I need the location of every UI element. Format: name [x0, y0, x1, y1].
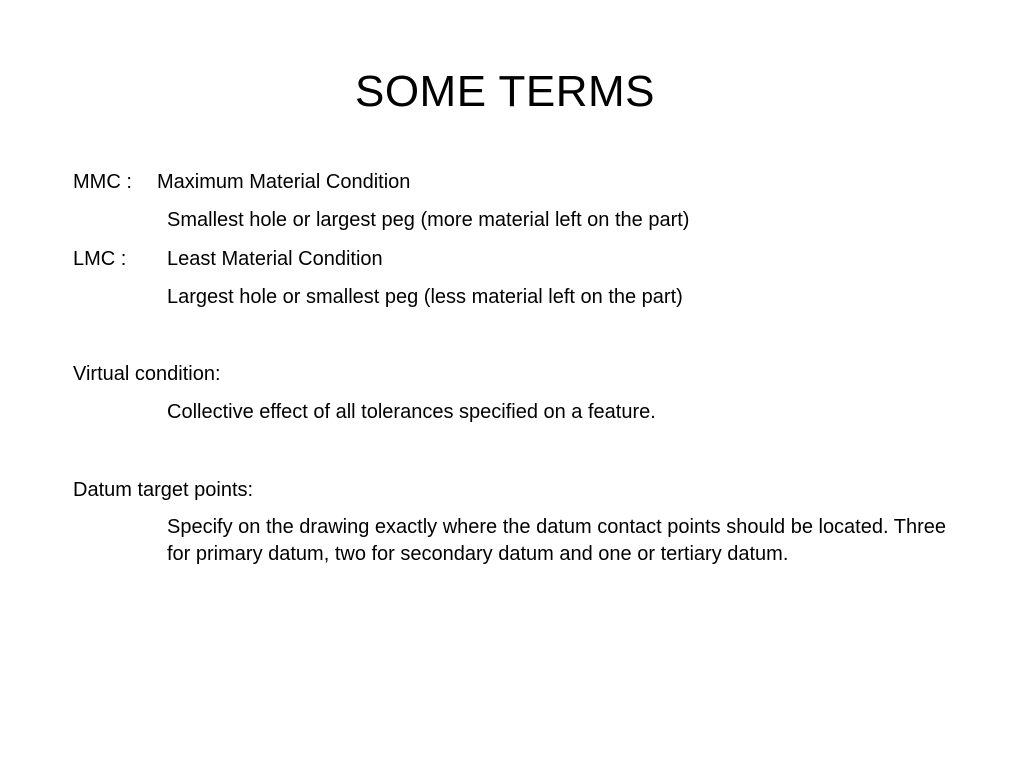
- datum-target-points-label: Datum target points:: [73, 479, 254, 501]
- datum-target-points-definition: Specify on the drawing exactly where the datum contact points should be located. Three for primary datum, two for secondary datum and one or tertiary datum.: [167, 516, 946, 565]
- lmc-label: LMC :: [73, 248, 127, 270]
- virtual-condition-label: Virtual condition:: [73, 363, 221, 385]
- lmc-definition: Largest hole or smallest peg (less material left on the part): [167, 286, 683, 308]
- slide-title: SOME TERMS: [354, 67, 655, 116]
- lmc-term: Least Material Condition: [167, 248, 383, 270]
- virtual-condition-definition: Collective effect of all tolerances specified on a feature.: [167, 401, 656, 423]
- mmc-term: Maximum Material Condition: [157, 171, 411, 193]
- mmc-label: MMC :: [73, 171, 132, 193]
- mmc-definition: Smallest hole or largest peg (more material left on the part): [167, 209, 690, 231]
